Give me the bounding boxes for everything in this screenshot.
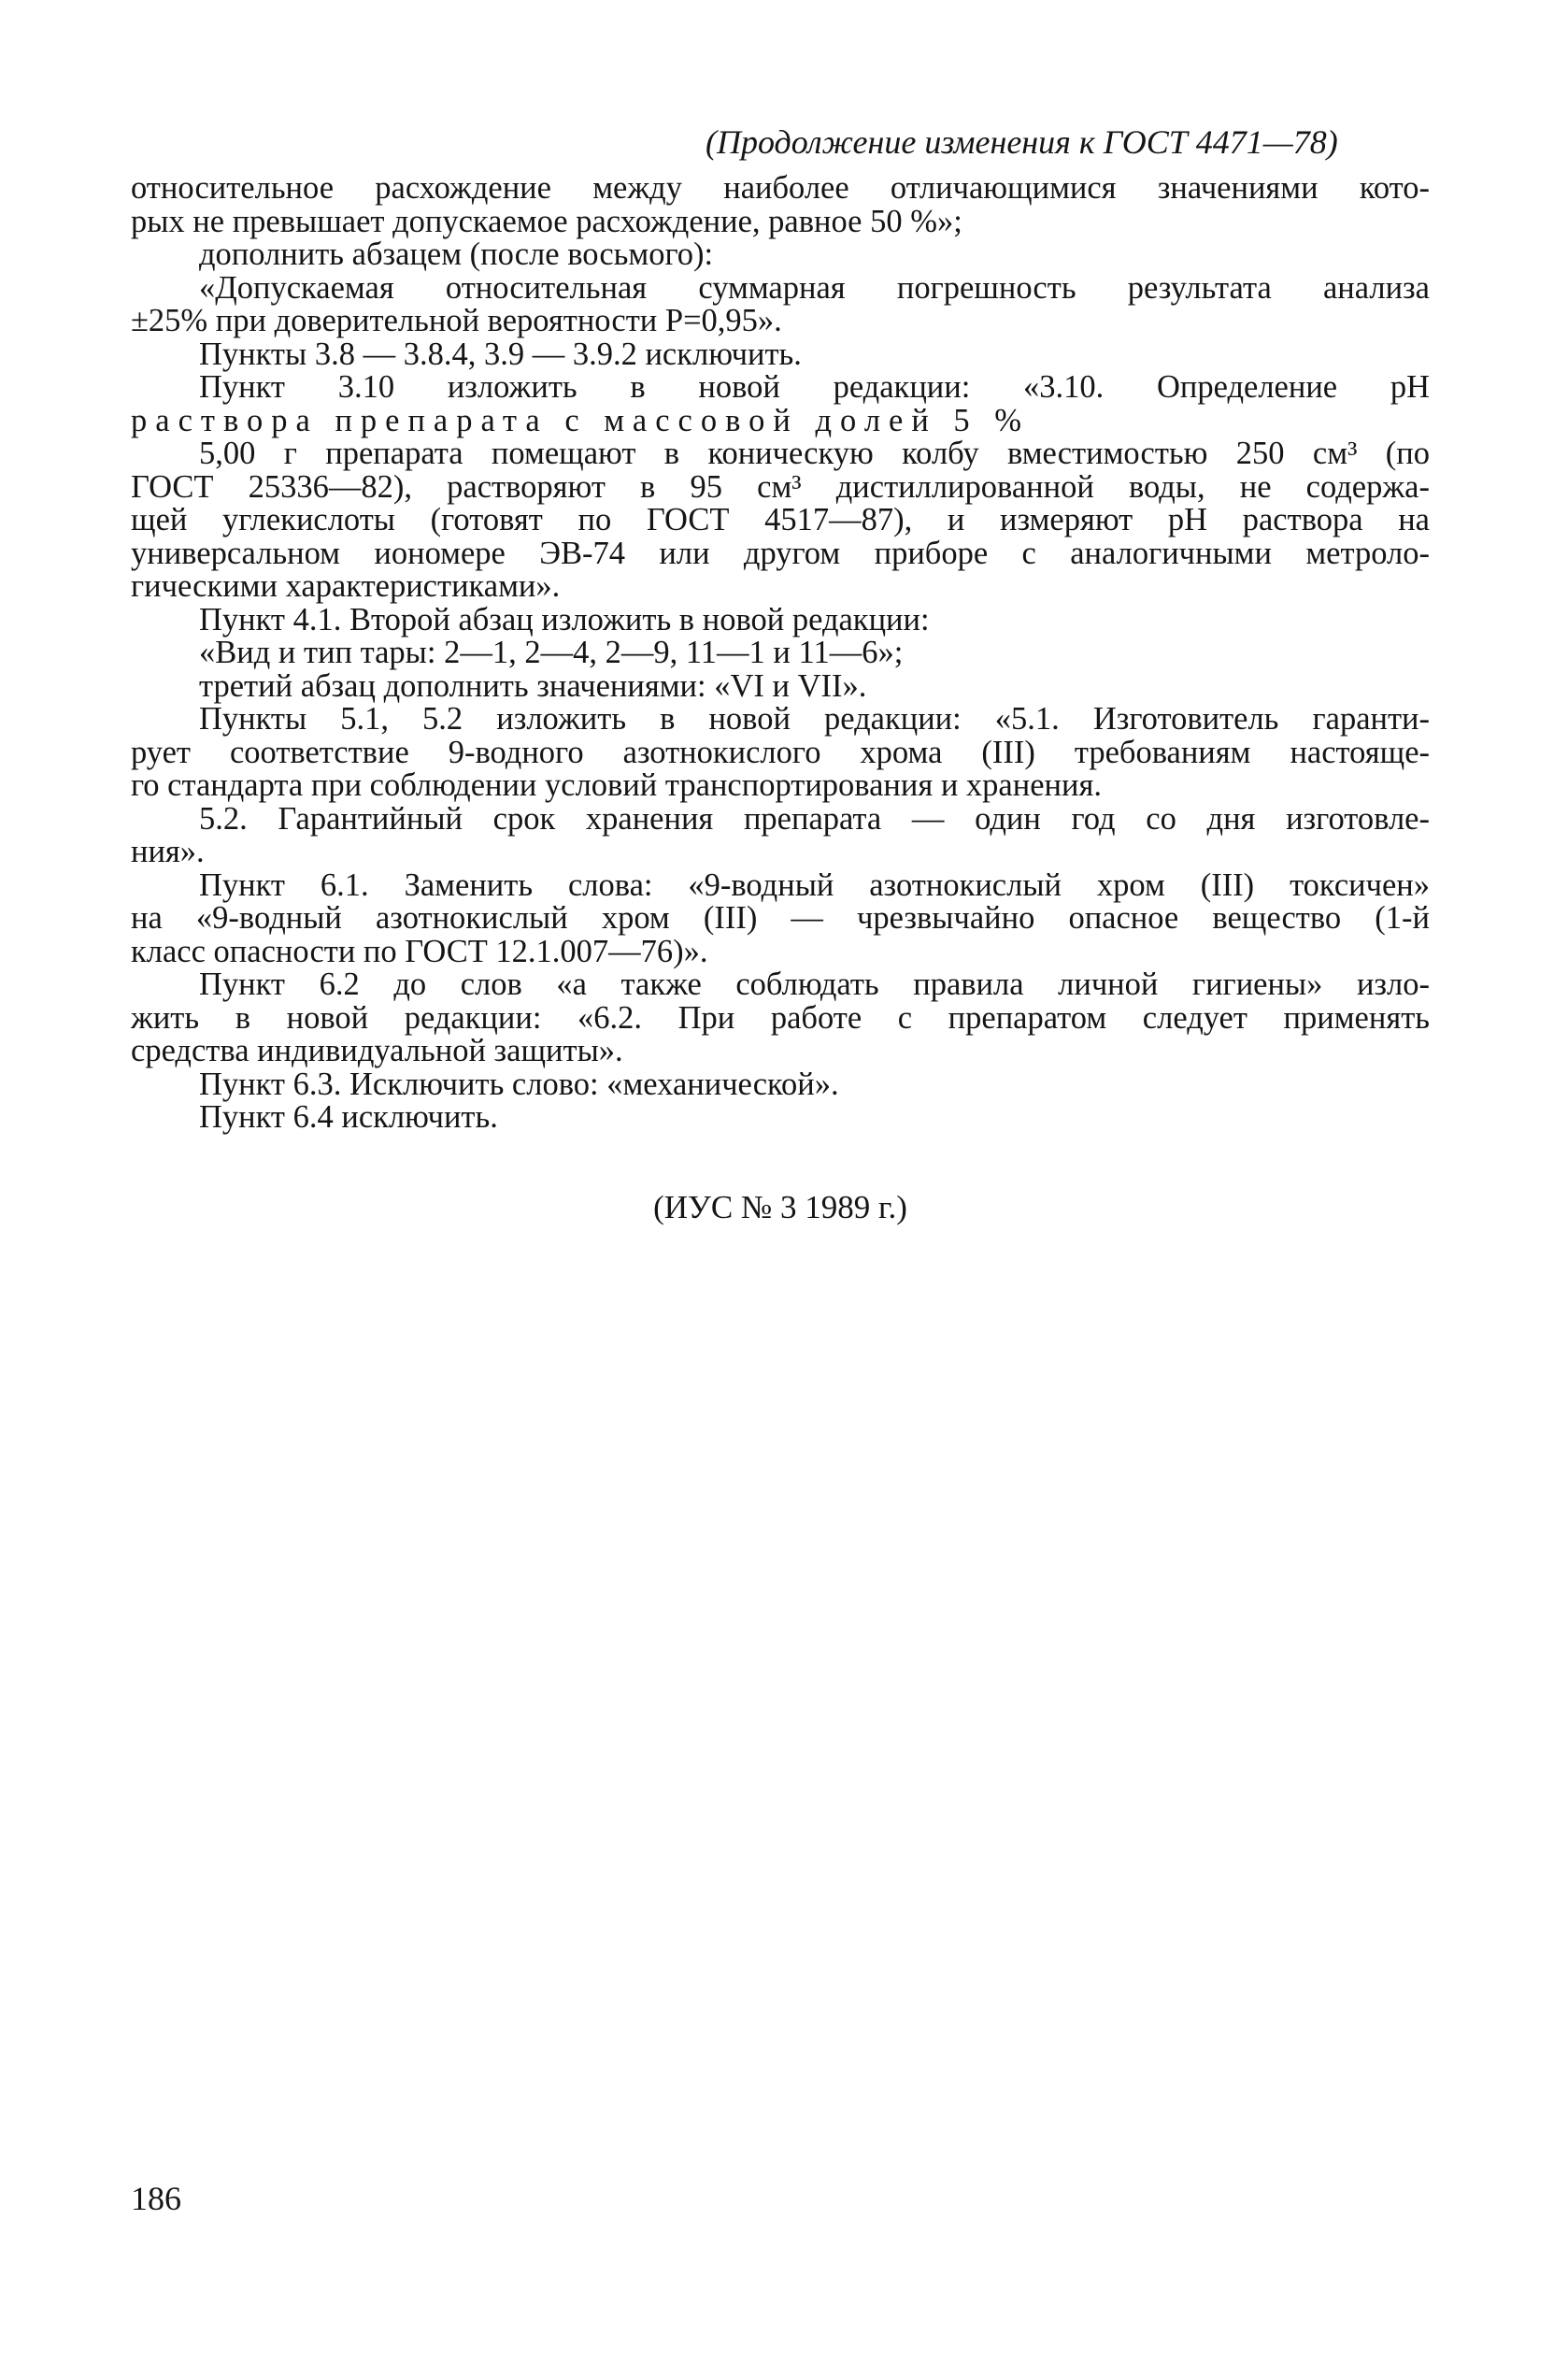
text-line: Пункт 6.2 до слов «а также соблюдать правила личной гигиены» изло- [199, 967, 1430, 1002]
text-line: относительное расхождение между наиболее отличающимися значениями кото- [131, 170, 1430, 206]
text-line: гическими характеристиками». [131, 568, 561, 604]
text-line: ГОСТ 25336—82), растворяют в 95 см³ дистиллированной воды, не содержа- [131, 468, 1430, 505]
text-line: жить в новой редакции: «6.2. При работе с препаратом следует применять [131, 999, 1430, 1036]
text-line: дополнить абзацем (после восьмого): [199, 236, 714, 272]
text-line: класс опасности по ГОСТ 12.1.007—76)». [131, 933, 708, 969]
page-number: 186 [131, 2180, 181, 2217]
body-text [131, 172, 1430, 1135]
text-line: рых не превышает допускаемое расхождение, равное 50 %»; [131, 203, 962, 239]
text-line: на «9-водный азотнокислый хром (III) — чрезвычайно опасное вещество (1-й [131, 900, 1430, 936]
text-line: третий абзац дополнить значениями: «VI и VII». [199, 667, 867, 704]
source-note: (ИУС № 3 1989 г.) [653, 1189, 907, 1225]
text-line: Пункт 6.3. Исключить слово: «механической». [199, 1066, 839, 1102]
page-header: (Продолжение изменения к ГОСТ 4471—78) [706, 123, 1338, 161]
text-line: Пункт 4.1. Второй абзац изложить в новой редакции: [199, 601, 930, 637]
text-line: Пункты 3.8 — 3.8.4, 3.9 — 3.9.2 исключить. [199, 336, 802, 372]
text-line: ния». [131, 834, 205, 869]
text-line: Пункты 5.1, 5.2 изложить в новой редакции: «5.1. Изготовитель гаранти- [199, 701, 1430, 737]
text-line: Пункт 6.1. Заменить слова: «9-водный азотнокислый хром (III) токсичен» [199, 866, 1430, 903]
text-line: рует соответствие 9-водного азотнокислого хрома (III) требованиям настояще- [131, 734, 1430, 770]
text-line: ±25% при доверительной вероятности P=0,95». [131, 303, 782, 338]
text-line: «Вид и тип тары: 2—1, 2—4, 2—9, 11—1 и 11—6»; [199, 635, 904, 670]
text-line: универсальном иономере ЭВ-74 или другом приборе с аналогичными метроло- [131, 535, 1430, 571]
text-line: раствора препарата с массовой долей 5 % [131, 402, 1031, 438]
text-line: Пункт 3.10 изложить в новой редакции: «3.10. Определение рН [199, 369, 1430, 405]
text-line: Пункт 6.4 исключить. [199, 1099, 498, 1135]
text-line: 5,00 г препарата помещают в коническую колбу вместимостью 250 см³ (по [199, 436, 1430, 471]
text-line: средства индивидуальной защиты». [131, 1033, 623, 1068]
text-line: «Допускаемая относительная суммарная погрешность результата анализа [199, 269, 1430, 306]
text-line: 5.2. Гарантийный срок хранения препарата — один год со дня изготовле- [199, 800, 1430, 837]
text-line: го стандарта при соблюдении условий транспортирования и хранения. [131, 767, 1102, 803]
text-line: щей углекислоты (готовят по ГОСТ 4517—87), и измеряют рН раствора на [131, 502, 1430, 537]
